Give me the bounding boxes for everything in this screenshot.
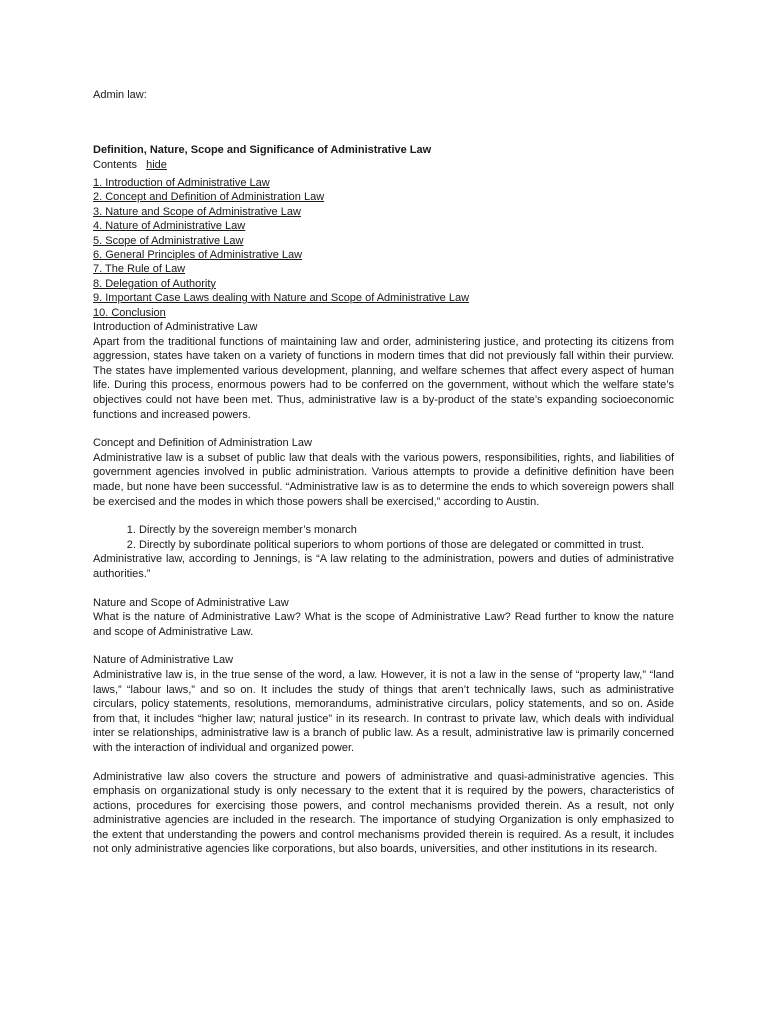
section-heading-nature: Nature of Administrative Law [93,654,234,667]
paragraph-nature-2: Administrative law also covers the structure and powers of administrative and quasi-administrative agencies. This emphasis on organizational study is only necessary to the extent that it is required by the powers, characteristics of actions, procedures for exercising those powers, and control mechanisms provided therein. As a result, not only administrative agencies are included in the research. The importance of studying Organization is only emphasized to the extent that understanding the powers and control mechanisms provided therein is required. As a result, it includes not only administrative agencies like corporations, but also boards, universities, and other institutions in its research. [93,770,674,856]
paragraph-nature-scope: What is the nature of Administrative Law? What is the scope of Administrative Law? Read further to know the nature and scope of Administrative Law. [93,611,674,638]
toc-item-nature[interactable]: 4. Nature of Administrative Law [93,220,246,233]
section-heading-nature-scope: Nature and Scope of Administrative Law [93,596,289,609]
toc-item-nature-scope[interactable]: 3. Nature and Scope of Administrative Law [93,205,301,218]
section-heading-concept: Concept and Definition of Administration Law [93,437,312,450]
toc-item-general-principles[interactable]: 6. General Principles of Administrative Law [93,249,303,262]
toc-item-rule-of-law[interactable]: 7. The Rule of Law [93,263,186,276]
toc-item-conclusion[interactable]: 10. Conclusion [93,306,166,319]
toc-item-case-laws[interactable]: 9. Important Case Laws dealing with Nature and Scope of Administrative Law [93,292,470,305]
list-item: 2. Directly by subordinate political superiors to whom portions of those are delegated or committed in trust. [139,538,674,553]
paragraph-concept: Administrative law is a subset of public law that deals with the various powers, responsibilities, rights, and liabilities of government agencies involved in public administration. Various attempts to provide a definitive definition have been made, but none have been successful. “Administrative law is as to determine the ends to which sovereign powers shall be exercised and the modes in which those powers shall be exercised,” according to Austin. [93,451,674,508]
admin-law-label: Admin law: [93,89,147,101]
table-of-contents [93,176,674,320]
section-heading-introduction: Introduction of Administrative Law [93,321,258,334]
toc-item-concept-definition[interactable]: 2. Concept and Definition of Administration Law [93,191,325,204]
paragraph-nature-1: Administrative law is, in the true sense of the word, a law. However, it is not a law in the sense of “property law,” “land laws,” “labour laws,” and so on. It includes the study of things that aren’t technically laws, such as administrative circulars, policy statements, resolutions, memorandums, administrative circulars, policy statements, and so on. Aside from that, it includes “higher law; natural justice” in its research. In contrast to private law, which deals with individual inter se relationships, administrative law is a branch of public law. As a result, administrative law is primarily concerned with the interaction of individual and organized power. [93,668,674,754]
page-title: Definition, Nature, Scope and Significance of Administrative Law [93,144,432,156]
list-item: 1. Directly by the sovereign member’s monarch [139,523,674,538]
paragraph-jennings: Administrative law, according to Jennings, is “A law relating to the administration, powers and duties of administrative authorities.” [93,553,674,580]
toc-item-delegation[interactable]: 8. Delegation of Authority [93,277,216,290]
toc-item-introduction[interactable]: 1. Introduction of Administrative Law [93,177,270,189]
document-body [93,143,674,857]
paragraph-introduction: Apart from the traditional functions of maintaining law and order, administering justice, and protecting its citizens from aggression, states have taken on a variety of functions in modern times that did not previously fall within their purview. The states have implemented various development, planning, and welfare schemes that affect every aspect of human life. During this process, enormous powers had to be conferred on the government, without which the welfare state’s objectives could not have been met. Thus, administrative law is a by-product of the state’s expanding socioeconomic functions and increased powers. [93,335,674,421]
sovereign-powers-list [93,523,674,552]
contents-label: Contents [93,159,138,171]
contents-header [93,158,674,172]
hide-toc-link[interactable]: hide [146,159,167,171]
toc-item-scope[interactable]: 5. Scope of Administrative Law [93,234,244,247]
